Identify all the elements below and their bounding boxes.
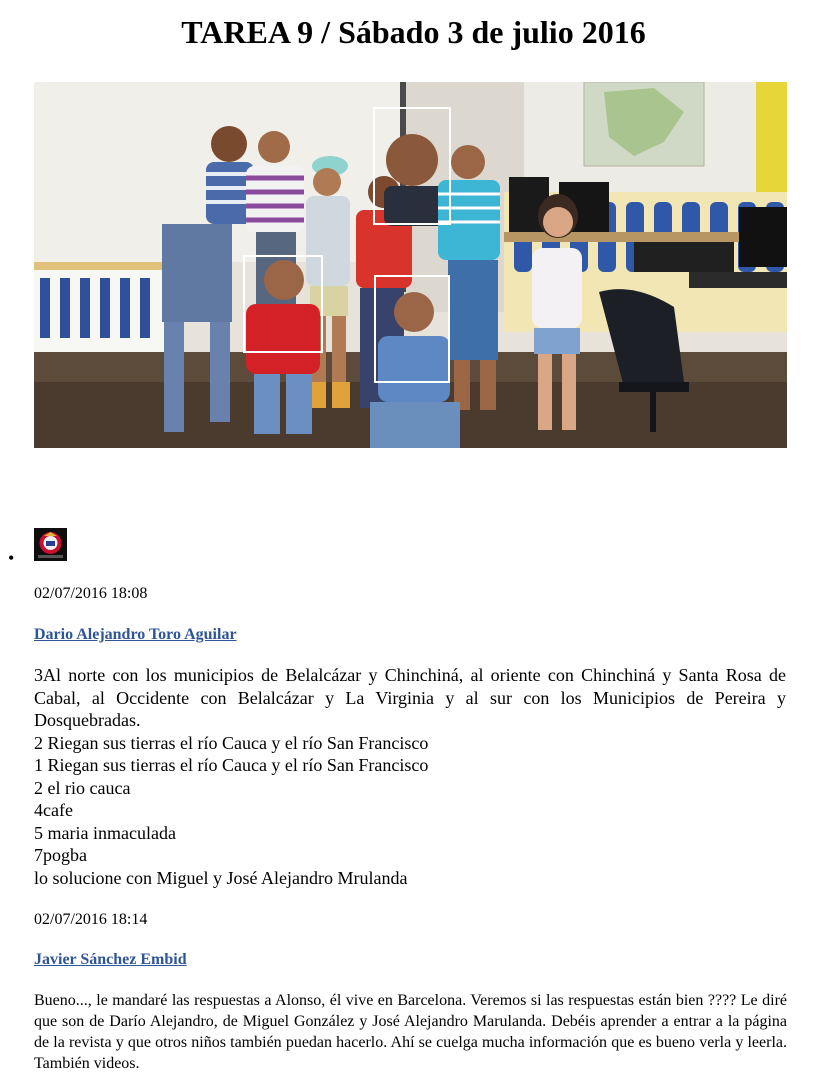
comment-timestamp: 02/07/2016 18:14 [34,911,148,928]
comment-author-link[interactable]: Javier Sánchez Embid [34,951,187,968]
comment-line: 5 maria inmaculada [34,822,176,843]
page-title: TAREA 9 / Sábado 3 de julio 2016 [181,14,646,50]
comment-line: 1 Riegan sus tierras el río Cauca y el río San Francisco [34,755,429,775]
comment-line: 4cafe [34,800,73,820]
comment-body [34,664,786,889]
comment-line: lo solucione con Miguel y José Alejandro Mrulanda [34,867,408,888]
comment-line: 7pogba [34,845,87,865]
comment-line: 3Al norte con los municipios de Belalcázar y Chinchiná, al oriente con Chinchiná y Santa Rosa de Cabal, al Occidente con Belalcázar y La Virginia y al sur con los Municipios de Pereira y Dosquebradas. [34,665,786,730]
group-photo [34,82,787,448]
club-crest-avatar-icon[interactable] [34,528,67,561]
comment-line: 2 Riegan sus tierras el río Cauca y el río San Francisco [34,732,429,753]
comment-author-link[interactable]: Dario Alejandro Toro Aguilar [34,626,237,643]
comment-line: 2 el rio cauca [34,777,131,798]
list-bullet: • [8,548,15,568]
group-photo-illustration [34,82,787,448]
comment-body: Bueno..., le mandaré las respuestas a Alonso, él vive en Barcelona. Veremos si las respuestas están bien ???? Le diré que son de Darío Alejandro, de Miguel González y José Alejandro Marulanda. Debéis aprender a entrar a la página de la revista y que otros niños también puedan hacerlo. Ahí se cuelga mucha información que es bueno verla y leerla. También videos. [34,992,787,1072]
comment-timestamp: 02/07/2016 18:08 [34,585,148,602]
